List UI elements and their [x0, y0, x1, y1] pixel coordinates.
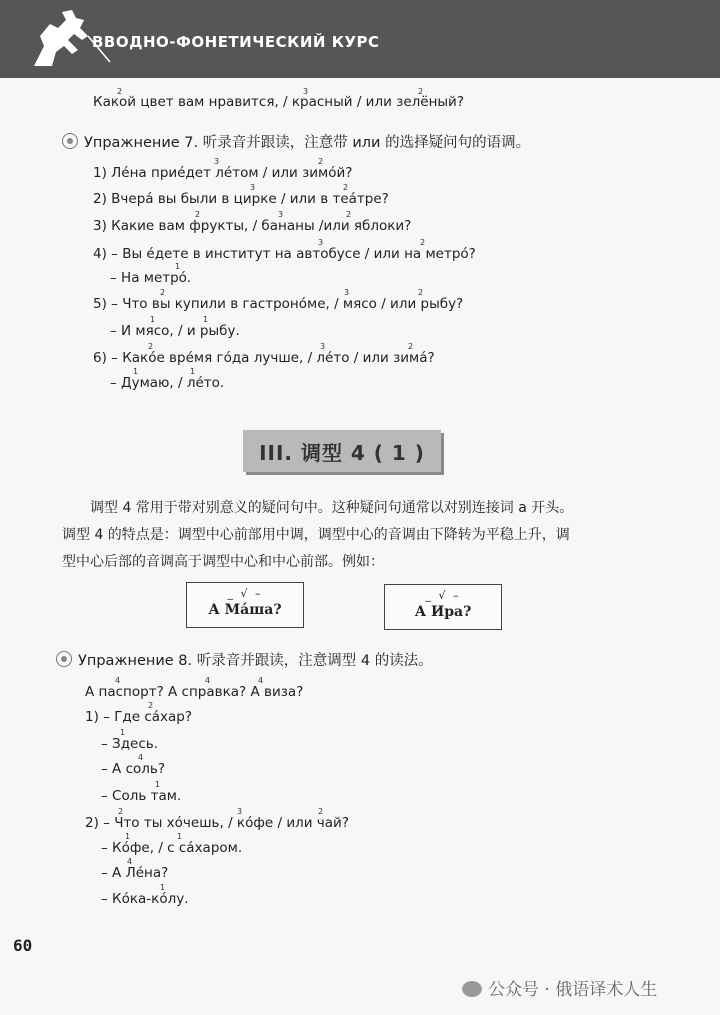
example-box	[384, 584, 502, 630]
list-item: – На метрó.	[110, 270, 191, 286]
list-item: – Думаю, / лéто.	[110, 375, 225, 391]
page-number: 60	[13, 936, 33, 955]
intro-line: Какой цвет вам нравится, / красный / или зелёный?	[93, 94, 464, 110]
intonation-symbol: _ √ –	[227, 587, 263, 600]
list-item: 3) Какие вам фрукты, / бананы /или яблоки?	[93, 218, 412, 234]
list-item: 1) Лéна приéдет лéтом / или зимóй?	[93, 165, 353, 181]
list-item: 2) – Что ты хóчешь, / кóфе / или чай?	[85, 815, 349, 831]
wechat-icon	[462, 981, 482, 997]
audio-disc-icon	[62, 133, 78, 149]
section-heading: III. 调型 4 ( 1 )	[243, 430, 441, 472]
course-title: ВВОДНО-ФОНЕТИЧЕСКИЙ КУРС	[92, 33, 380, 51]
list-item: – А Лéна?	[101, 865, 169, 881]
intonation-symbol: _ √ –	[425, 589, 461, 602]
paragraph-line: 型中心后部的音调高于调型中心和中心前部。例如：	[62, 554, 384, 570]
list-item: А паспорт? А справка? А виза?	[85, 684, 304, 700]
list-item: 5) – Что вы купили в гастронóме, / мясо / или рыбу?	[93, 296, 464, 312]
paragraph-line: 调型 4 常用于带对别意义的疑问句中。这种疑问句通常以对别连接词 а 开头。	[90, 500, 574, 516]
list-item: 4) – Вы éдете в институт на автобусе / или на метрó?	[93, 246, 476, 262]
list-item: – Кóфе, / с сáхаром.	[101, 840, 243, 856]
page-header	[0, 0, 720, 78]
list-item: – Здесь.	[101, 736, 159, 752]
list-item: 2) Вчерá вы были в цирке / или в теáтре?	[93, 191, 389, 207]
example-box	[186, 582, 304, 628]
exercise-8-title: Упражнение 8. 听录音并跟读，注意调型 4 的读法。	[56, 649, 433, 670]
list-item: 6) – Какóе врéмя гóда лучше, / лéто / или зимá?	[93, 350, 435, 366]
list-item: – А соль?	[101, 761, 165, 777]
example-word: А Ира?	[414, 604, 472, 620]
paragraph-line: 调型 4 的特点是：调型中心前部用中调，调型中心的音调由下降转为平稳上升，调	[62, 527, 570, 543]
watermark: 公众号 · 俄语译术人生	[462, 975, 657, 1000]
list-item: 1) – Где сáхар?	[85, 709, 193, 725]
audio-disc-icon	[56, 651, 72, 667]
list-item: – Соль там.	[101, 788, 182, 804]
list-item: – Кóка-кóлу.	[101, 891, 189, 907]
list-item: – И мясо, / и рыбу.	[110, 323, 240, 339]
exercise-7-title: Упражнение 7. 听录音并跟读，注意带 или 的选择疑问句的语调。	[62, 131, 530, 152]
example-word: А Мáша?	[208, 602, 282, 618]
